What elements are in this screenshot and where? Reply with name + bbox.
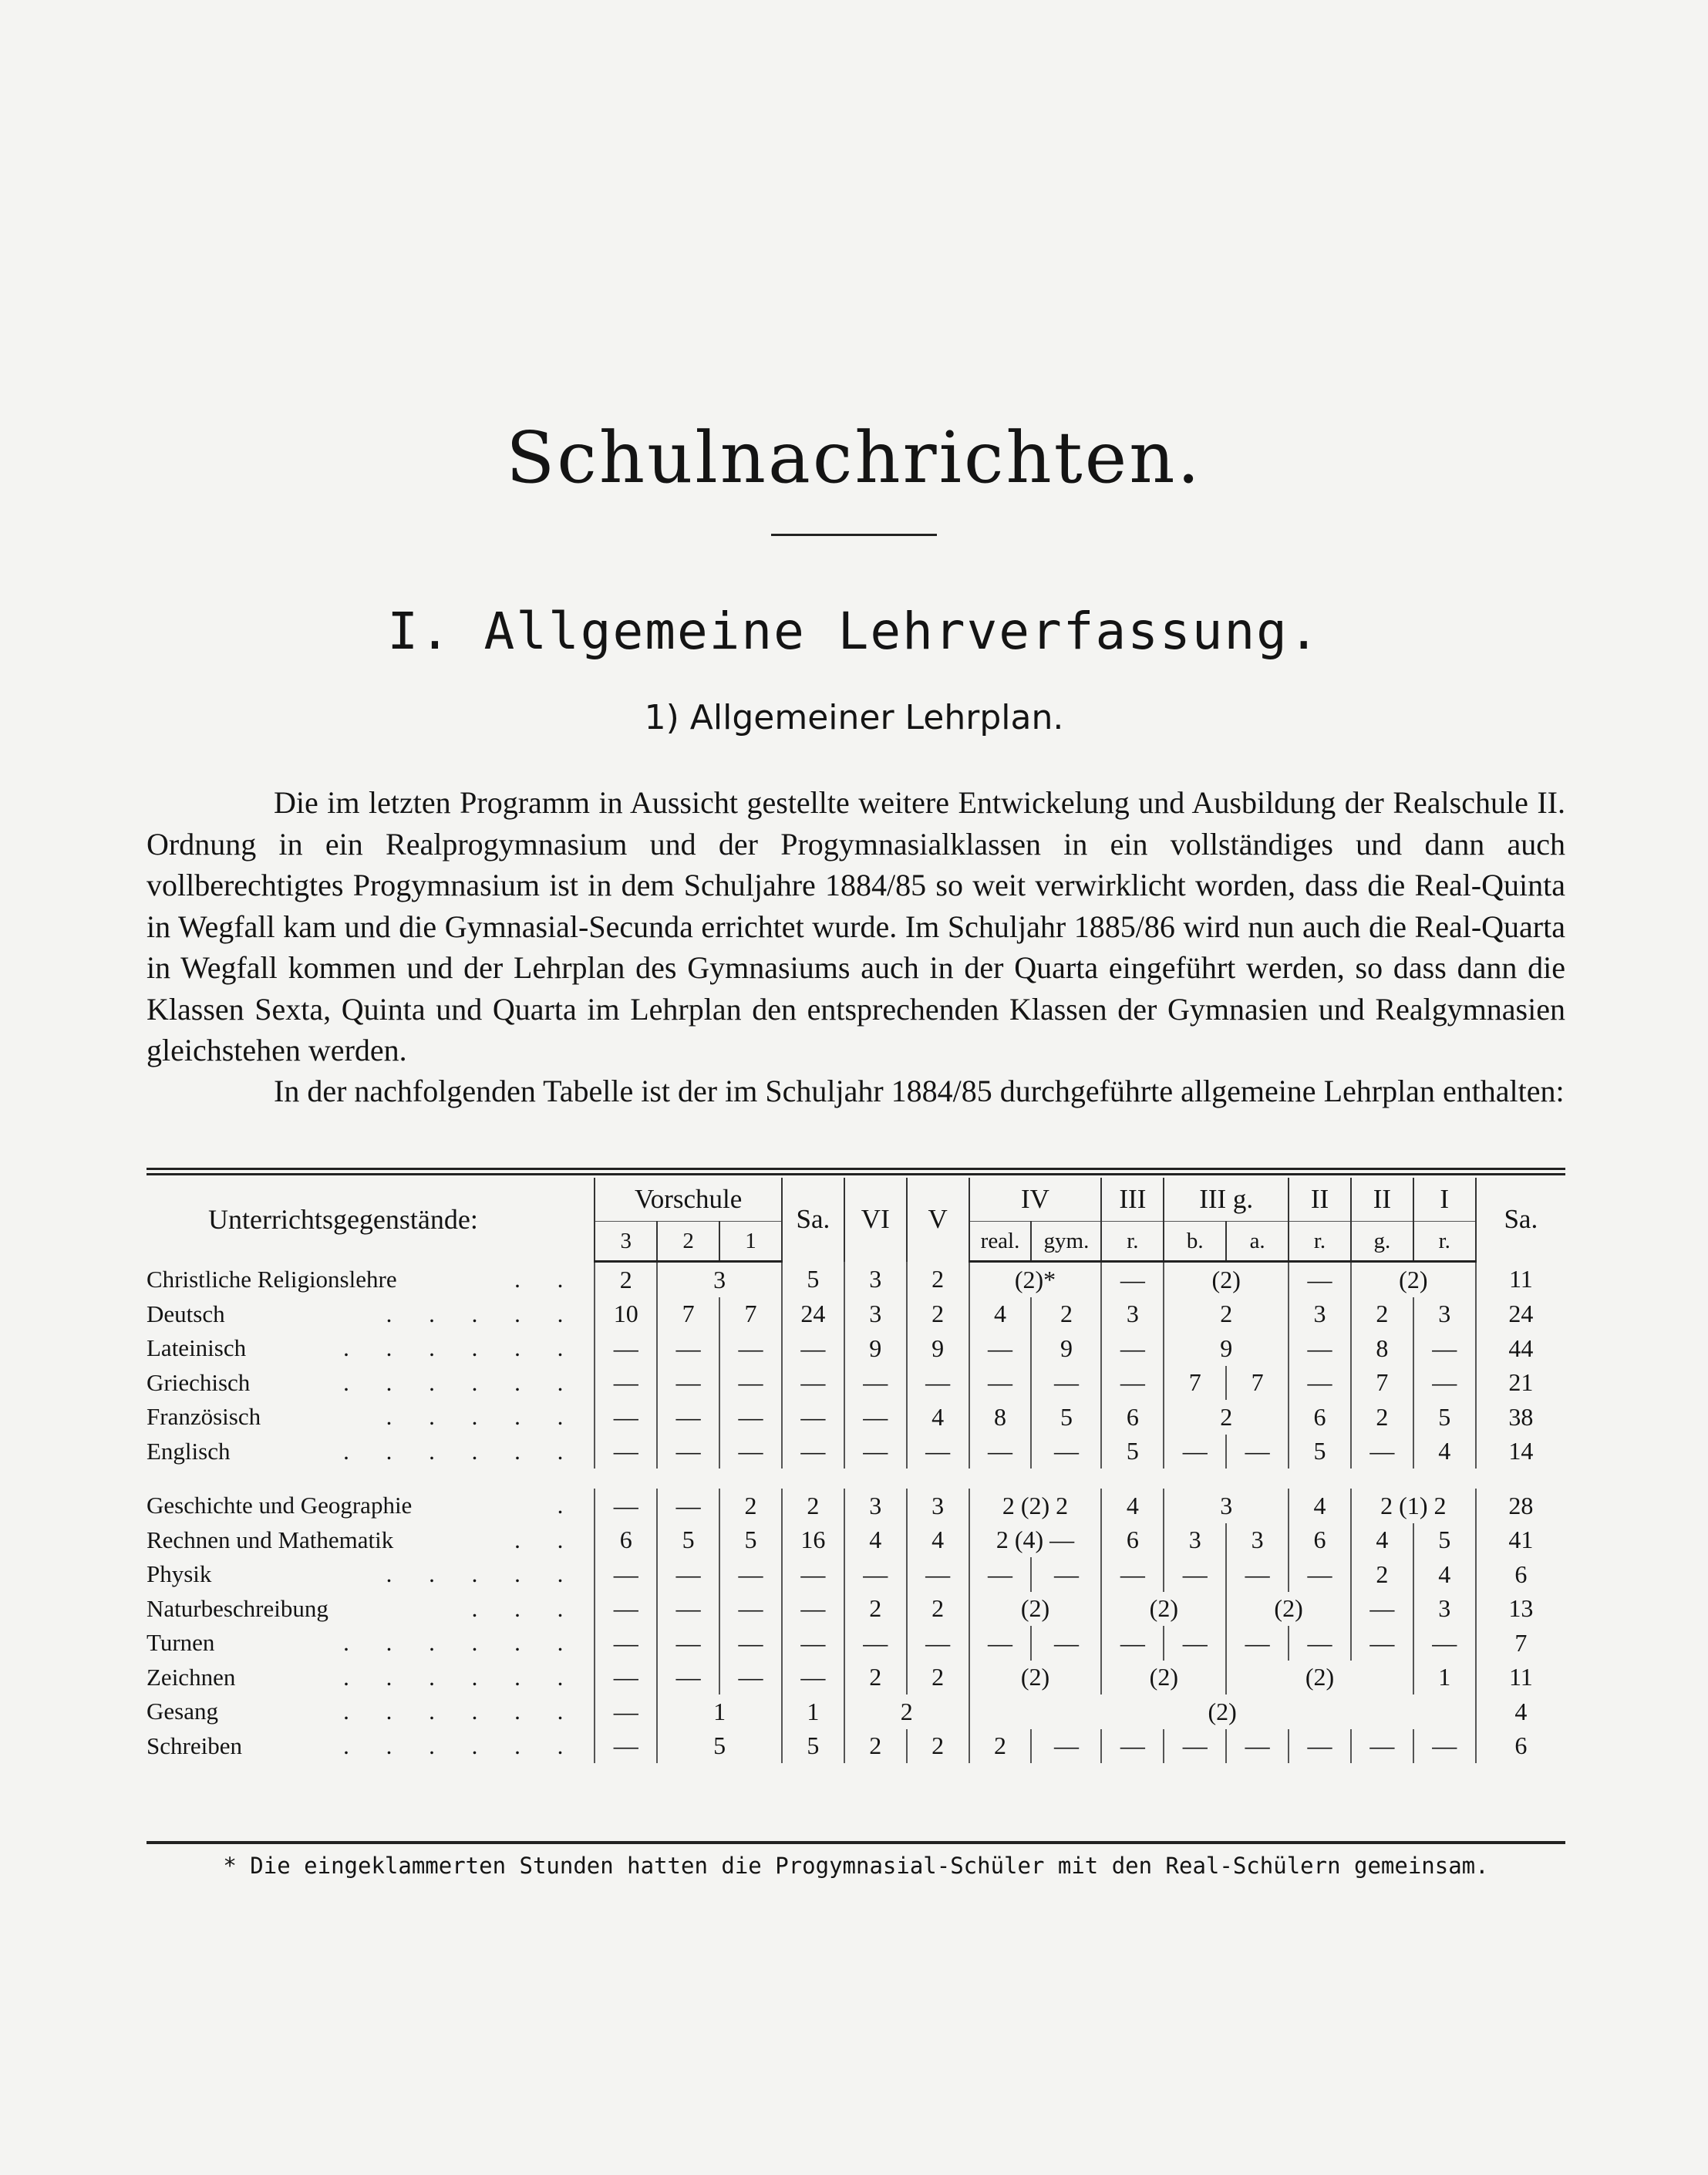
- table-cell: 24: [782, 1297, 844, 1332]
- table-cell: —: [1164, 1435, 1226, 1469]
- table-cell: —: [1351, 1729, 1413, 1764]
- subject-cell: [147, 1557, 595, 1592]
- table-cell: 2: [782, 1489, 844, 1523]
- table-row: [147, 1557, 1565, 1592]
- table-cell: —: [595, 1592, 657, 1627]
- subject-cell: [147, 1694, 595, 1729]
- table-cell: 2: [1351, 1557, 1413, 1592]
- table-cell: 28: [1476, 1489, 1565, 1523]
- leader-dots: . . . . .: [386, 1300, 579, 1327]
- iii-header: III: [1101, 1178, 1164, 1222]
- table-cell: —: [657, 1557, 719, 1592]
- table-cell: 6: [595, 1523, 657, 1558]
- table-cell: 2: [1164, 1400, 1289, 1435]
- table-cell: —: [782, 1400, 844, 1435]
- table-cell: 4: [1351, 1523, 1413, 1558]
- subject-name: Zeichnen: [147, 1663, 236, 1691]
- table-cell: 11: [1476, 1661, 1565, 1695]
- table-cell: —: [1289, 1331, 1351, 1366]
- table-cell: 4: [1289, 1489, 1351, 1523]
- table-cell: 2: [907, 1661, 969, 1695]
- table-cell: 4: [969, 1297, 1032, 1332]
- table-cell: —: [782, 1331, 844, 1366]
- leader-dots: . . . . . .: [343, 1663, 579, 1691]
- table-cell: —: [1226, 1626, 1289, 1661]
- table-cell: 3: [1164, 1523, 1226, 1558]
- table-cell: 4: [1476, 1694, 1565, 1729]
- table-cell: —: [595, 1489, 657, 1523]
- table-cell: —: [1289, 1729, 1351, 1764]
- table-cell: (2): [1226, 1592, 1351, 1627]
- subject-name: Deutsch: [147, 1300, 225, 1327]
- table-cell: 7: [1476, 1626, 1565, 1661]
- subject-cell: [147, 1729, 595, 1764]
- subject-name: Griechisch: [147, 1368, 251, 1396]
- i-header: I: [1413, 1178, 1476, 1222]
- leader-dots: .: [557, 1492, 579, 1519]
- table-cell: —: [782, 1592, 844, 1627]
- table-row: [147, 1694, 1565, 1729]
- table-cell: 3: [844, 1262, 907, 1297]
- table-cell: —: [1226, 1557, 1289, 1592]
- table-cell: (2): [969, 1661, 1102, 1695]
- table-row: [147, 1729, 1565, 1764]
- subject-cell: [147, 1331, 595, 1366]
- table-cell: 3: [1413, 1592, 1476, 1627]
- leader-dots: . .: [514, 1265, 579, 1293]
- subject-name: Englisch: [147, 1437, 231, 1465]
- table-cell: —: [719, 1592, 782, 1627]
- table-cell: 8: [1351, 1331, 1413, 1366]
- table-cell: —: [1031, 1366, 1101, 1401]
- table-cell: —: [782, 1661, 844, 1695]
- table-cell: (2): [1351, 1262, 1476, 1297]
- table-cell: 8: [969, 1400, 1032, 1435]
- table-cell: 1: [657, 1694, 782, 1729]
- table-top-rule: [147, 1168, 1565, 1170]
- table-cell: —: [1031, 1729, 1101, 1764]
- table-cell: —: [1413, 1626, 1476, 1661]
- table-cell: 2: [844, 1592, 907, 1627]
- subject-name: Rechnen und Mathematik: [147, 1526, 394, 1553]
- table-cell: 9: [1164, 1331, 1289, 1366]
- subject-cell: [147, 1592, 595, 1627]
- table-cell: 13: [1476, 1592, 1565, 1627]
- table-cell: 7: [657, 1297, 719, 1332]
- table-row: [147, 1523, 1565, 1558]
- iiig-header: III g.: [1164, 1178, 1289, 1222]
- leader-dots: . . . . . .: [343, 1732, 579, 1759]
- table-cell: —: [657, 1661, 719, 1695]
- table-cell: 9: [844, 1331, 907, 1366]
- subject-cell: [147, 1366, 595, 1401]
- table-cell: —: [657, 1400, 719, 1435]
- table-cell: —: [719, 1661, 782, 1695]
- table-cell: 2 (2) 2: [969, 1489, 1102, 1523]
- table-cell: —: [1164, 1626, 1226, 1661]
- table-cell: —: [595, 1557, 657, 1592]
- table-cell: 7: [1164, 1366, 1226, 1401]
- table-cell: —: [719, 1331, 782, 1366]
- table-cell: 9: [1031, 1331, 1101, 1366]
- table-cell: —: [844, 1626, 907, 1661]
- table-cell: 16: [782, 1523, 844, 1558]
- table-cell: 5: [1413, 1523, 1476, 1558]
- table-cell: —: [782, 1435, 844, 1469]
- table-intro-paragraph: In der nachfolgenden Tabelle ist der im Schuljahr 1884/85 durchgeführte allgemeine Lehrplan enthalten:: [274, 1074, 1565, 1108]
- table-row: [147, 1366, 1565, 1401]
- table-cell: —: [595, 1626, 657, 1661]
- table-cell: —: [1031, 1557, 1101, 1592]
- table-cell: 2: [907, 1729, 969, 1764]
- subject-column-header: Unterrichtsgegenstände:: [208, 1204, 478, 1236]
- table-cell: —: [969, 1626, 1032, 1661]
- table-cell: —: [657, 1489, 719, 1523]
- table-cell: 3: [1164, 1489, 1289, 1523]
- subject-name: Naturbeschreibung: [147, 1594, 328, 1622]
- subject-name: Lateinisch: [147, 1334, 247, 1362]
- table-row: [147, 1489, 1565, 1523]
- table-cell: 24: [1476, 1297, 1565, 1332]
- table-cell: (2): [1101, 1661, 1226, 1695]
- table-cell: —: [969, 1331, 1032, 1366]
- table-cell: —: [595, 1661, 657, 1695]
- table-cell: 4: [1413, 1435, 1476, 1469]
- iii-r-header: r.: [1101, 1222, 1164, 1262]
- table-cell: —: [844, 1400, 907, 1435]
- table-cell: 3: [844, 1489, 907, 1523]
- table-cell: —: [1226, 1729, 1289, 1764]
- table-cell: —: [1101, 1366, 1164, 1401]
- table-cell: —: [595, 1435, 657, 1469]
- table-cell: 5: [1289, 1435, 1351, 1469]
- table-cell: 21: [1476, 1366, 1565, 1401]
- table-row: [147, 1626, 1565, 1661]
- table-row: [147, 1435, 1565, 1469]
- table-cell: —: [782, 1557, 844, 1592]
- table-cell: —: [782, 1366, 844, 1401]
- table-cell: 5: [782, 1729, 844, 1764]
- ii-g-sub-header: g.: [1351, 1222, 1413, 1262]
- ii-g-header: II: [1351, 1178, 1413, 1222]
- table-cell: —: [1351, 1435, 1413, 1469]
- subject-name: Turnen: [147, 1629, 215, 1657]
- table-row: [147, 1331, 1565, 1366]
- table-cell: —: [1031, 1435, 1101, 1469]
- table-cell: 11: [1476, 1262, 1565, 1297]
- table-cell: (2): [969, 1592, 1102, 1627]
- table-cell: 2: [844, 1661, 907, 1695]
- table-cell: 6: [1101, 1400, 1164, 1435]
- table-cell: —: [1101, 1729, 1164, 1764]
- table-cell: —: [907, 1626, 969, 1661]
- table-cell: —: [1164, 1729, 1226, 1764]
- table-cell: 38: [1476, 1400, 1565, 1435]
- subject-cell: [147, 1626, 595, 1661]
- leader-dots: . . . . .: [386, 1560, 579, 1588]
- leader-dots: . . .: [471, 1594, 579, 1622]
- leader-dots: . . . . .: [386, 1403, 579, 1431]
- table-bottom-rule: [147, 1841, 1565, 1844]
- table-cell: —: [1226, 1435, 1289, 1469]
- table-cell: 5: [1413, 1400, 1476, 1435]
- table-cell: (2): [1101, 1592, 1226, 1627]
- table-cell: 6: [1476, 1557, 1565, 1592]
- table-cell: 4: [844, 1523, 907, 1558]
- table-cell: —: [907, 1435, 969, 1469]
- table-cell: —: [844, 1557, 907, 1592]
- subject-cell: [147, 1400, 595, 1435]
- table-cell: 3: [1289, 1297, 1351, 1332]
- subject-cell: [147, 1661, 595, 1695]
- intro-paragraph: Die im letzten Programm in Aussicht gestellte weitere Entwickelung und Ausbildung der Realschule II. Ordnung in ein Realprogymnasium und der Progymnasialklassen in ein vollständiges und dann auch vollberechtigtes Progymnasium ist in dem Schuljahre 1884/85 so weit verwirklicht worden, dass die Real-Quinta in Wegfall kam und die Gymnasial-Secunda errichtet wurde. Im Schuljahr 1885/86 wird nun auch die Real-Quarta in Wegfall kommen und der Lehrplan des Gymnasiums auch in der Quarta eingeführt werden, so dass dann die Klassen Sexta, Quinta und Quarta im Lehrplan den entsprechenden Klassen der Gymnasien und Realgymnasien gleichstehen werden.: [147, 785, 1565, 1067]
- table-cell: 2: [719, 1489, 782, 1523]
- subject-name: Schreiben: [147, 1732, 242, 1759]
- table-cell: —: [657, 1435, 719, 1469]
- table-top-rule-2: [147, 1173, 1565, 1175]
- subject-cell: [147, 1523, 595, 1558]
- subject-name: Christliche Religionslehre: [147, 1265, 397, 1293]
- table-header: [147, 1178, 1565, 1262]
- table-cell: 4: [907, 1400, 969, 1435]
- table-cell: 41: [1476, 1523, 1565, 1558]
- footnote: * Die eingeklammerten Stunden hatten die Progymnasial-Schüler mit den Real-Schülern gemeinsam.: [223, 1853, 1489, 1879]
- table-cell: 5: [1101, 1435, 1164, 1469]
- table-cell: 6: [1101, 1523, 1164, 1558]
- table-row: [147, 1262, 1565, 1297]
- table-cell: 4: [907, 1523, 969, 1558]
- table-cell: —: [844, 1366, 907, 1401]
- row-spacer-cell: [147, 1469, 1565, 1489]
- page-title: Schulnachrichten.: [506, 416, 1202, 499]
- table-cell: 3: [907, 1489, 969, 1523]
- subject-name: Physik: [147, 1560, 212, 1588]
- table-cell: —: [782, 1626, 844, 1661]
- table-cell: 5: [782, 1262, 844, 1297]
- table-cell: 6: [1289, 1400, 1351, 1435]
- table-cell: 6: [1476, 1729, 1565, 1764]
- table-cell: 2: [844, 1694, 969, 1729]
- table-cell: —: [1289, 1366, 1351, 1401]
- table-cell: 2: [595, 1262, 657, 1297]
- table-cell: —: [595, 1366, 657, 1401]
- table-cell: 5: [657, 1729, 782, 1764]
- subject-name: Gesang: [147, 1698, 218, 1725]
- table-row: [147, 1592, 1565, 1627]
- i-r-header: r.: [1413, 1222, 1476, 1262]
- vi-header: VI: [844, 1178, 907, 1262]
- table-cell: 2: [969, 1729, 1032, 1764]
- table-cell: (2)*: [969, 1262, 1102, 1297]
- section-heading: I. Allgemeine Lehrverfassung.: [387, 602, 1321, 661]
- table-cell: —: [969, 1557, 1032, 1592]
- table-cell: 5: [657, 1523, 719, 1558]
- subject-cell: [147, 1435, 595, 1469]
- table-cell: 7: [1351, 1366, 1413, 1401]
- table-cell: 3: [1101, 1297, 1164, 1332]
- table-cell: —: [969, 1366, 1032, 1401]
- table-cell: —: [1101, 1262, 1164, 1297]
- table-cell: —: [719, 1400, 782, 1435]
- leader-dots: . . . . . .: [343, 1334, 579, 1362]
- table-cell: —: [719, 1366, 782, 1401]
- subject-cell: [147, 1262, 595, 1297]
- table-cell: 44: [1476, 1331, 1565, 1366]
- table-cell: 2: [1031, 1297, 1101, 1332]
- vorschule-2-header: 2: [657, 1222, 719, 1262]
- table-cell: (2): [1226, 1661, 1413, 1695]
- table-cell: —: [595, 1729, 657, 1764]
- table-cell: —: [1101, 1557, 1164, 1592]
- vorschule-1-header: 1: [719, 1222, 782, 1262]
- table-cell: —: [1164, 1557, 1226, 1592]
- table-cell: 7: [719, 1297, 782, 1332]
- table-cell: —: [1413, 1366, 1476, 1401]
- table-cell: —: [595, 1331, 657, 1366]
- table-cell: —: [719, 1435, 782, 1469]
- table-cell: 2: [1351, 1297, 1413, 1332]
- vorschule-header: Vorschule: [595, 1178, 782, 1222]
- table-cell: —: [1031, 1626, 1101, 1661]
- table-cell: —: [595, 1400, 657, 1435]
- total-header: Sa.: [1476, 1178, 1565, 1262]
- subject-cell: [147, 1297, 595, 1332]
- table-cell: —: [1351, 1626, 1413, 1661]
- table-cell: —: [1289, 1262, 1351, 1297]
- table-cell: 3: [1226, 1523, 1289, 1558]
- table-cell: —: [1101, 1331, 1164, 1366]
- table-cell: —: [907, 1366, 969, 1401]
- table-cell: (2): [1164, 1262, 1289, 1297]
- table-cell: —: [969, 1435, 1032, 1469]
- table-cell: 4: [1101, 1489, 1164, 1523]
- v-header: V: [907, 1178, 969, 1262]
- table-cell: 2: [1351, 1400, 1413, 1435]
- table-cell: 10: [595, 1297, 657, 1332]
- table-cell: 1: [782, 1694, 844, 1729]
- table-cell: —: [657, 1626, 719, 1661]
- ii-r-sub-header: r.: [1289, 1222, 1351, 1262]
- table-cell: 3: [1413, 1297, 1476, 1332]
- table-cell: —: [1413, 1729, 1476, 1764]
- table-cell: —: [1289, 1626, 1351, 1661]
- vorschule-3-header: 3: [595, 1222, 657, 1262]
- table-cell: 3: [657, 1262, 782, 1297]
- table-cell: 2: [1164, 1297, 1289, 1332]
- table-row: [147, 1297, 1565, 1332]
- leader-dots: . .: [514, 1526, 579, 1553]
- table-cell: —: [719, 1557, 782, 1592]
- table-cell: 5: [719, 1523, 782, 1558]
- lehrplan-table: [147, 1178, 1565, 1763]
- table-cell: (2): [969, 1694, 1476, 1729]
- table-cell: —: [719, 1626, 782, 1661]
- subject-name: Geschichte und Geographie: [147, 1492, 413, 1519]
- table-row: [147, 1661, 1565, 1695]
- table-cell: 2: [907, 1262, 969, 1297]
- table-cell: 4: [1413, 1557, 1476, 1592]
- table-cell: 1: [1413, 1661, 1476, 1695]
- table-cell: —: [657, 1331, 719, 1366]
- title-divider: [771, 534, 937, 536]
- table-cell: —: [657, 1366, 719, 1401]
- table-cell: 5: [1031, 1400, 1101, 1435]
- table-cell: 14: [1476, 1435, 1565, 1469]
- iv-header: IV: [969, 1178, 1102, 1222]
- table-cell: 2 (4) —: [969, 1523, 1102, 1558]
- table-cell: 2: [907, 1297, 969, 1332]
- table-cell: 2: [907, 1592, 969, 1627]
- iiig-b-header: b.: [1164, 1222, 1226, 1262]
- table-cell: —: [844, 1435, 907, 1469]
- sa-vorschule-header: Sa.: [782, 1178, 844, 1262]
- leader-dots: . . . . . .: [343, 1698, 579, 1725]
- leader-dots: . . . . . .: [343, 1368, 579, 1396]
- table-cell: —: [1101, 1626, 1164, 1661]
- subject-name: Französisch: [147, 1403, 261, 1431]
- table-body: [147, 1262, 1565, 1764]
- table-cell: 6: [1289, 1523, 1351, 1558]
- table-cell: 7: [1226, 1366, 1289, 1401]
- leader-dots: . . . . . .: [343, 1437, 579, 1465]
- row-spacer: [147, 1469, 1565, 1489]
- table-cell: —: [1413, 1331, 1476, 1366]
- leader-dots: . . . . . .: [343, 1629, 579, 1657]
- iv-real-header: real.: [969, 1222, 1032, 1262]
- iv-gym-header: gym.: [1031, 1222, 1101, 1262]
- subject-cell: [147, 1489, 595, 1523]
- table-cell: —: [1289, 1557, 1351, 1592]
- table-cell: 9: [907, 1331, 969, 1366]
- table-cell: 2 (1) 2: [1351, 1489, 1476, 1523]
- table-cell: —: [1351, 1592, 1413, 1627]
- ii-r-header: II: [1289, 1178, 1351, 1222]
- table-cell: —: [907, 1557, 969, 1592]
- table-cell: 3: [844, 1297, 907, 1332]
- iiig-a-header: a.: [1226, 1222, 1289, 1262]
- table-cell: —: [595, 1694, 657, 1729]
- table-row: [147, 1400, 1565, 1435]
- section-subheading: 1) Allgemeiner Lehrplan.: [644, 698, 1064, 737]
- table-cell: 2: [844, 1729, 907, 1764]
- table-cell: —: [657, 1592, 719, 1627]
